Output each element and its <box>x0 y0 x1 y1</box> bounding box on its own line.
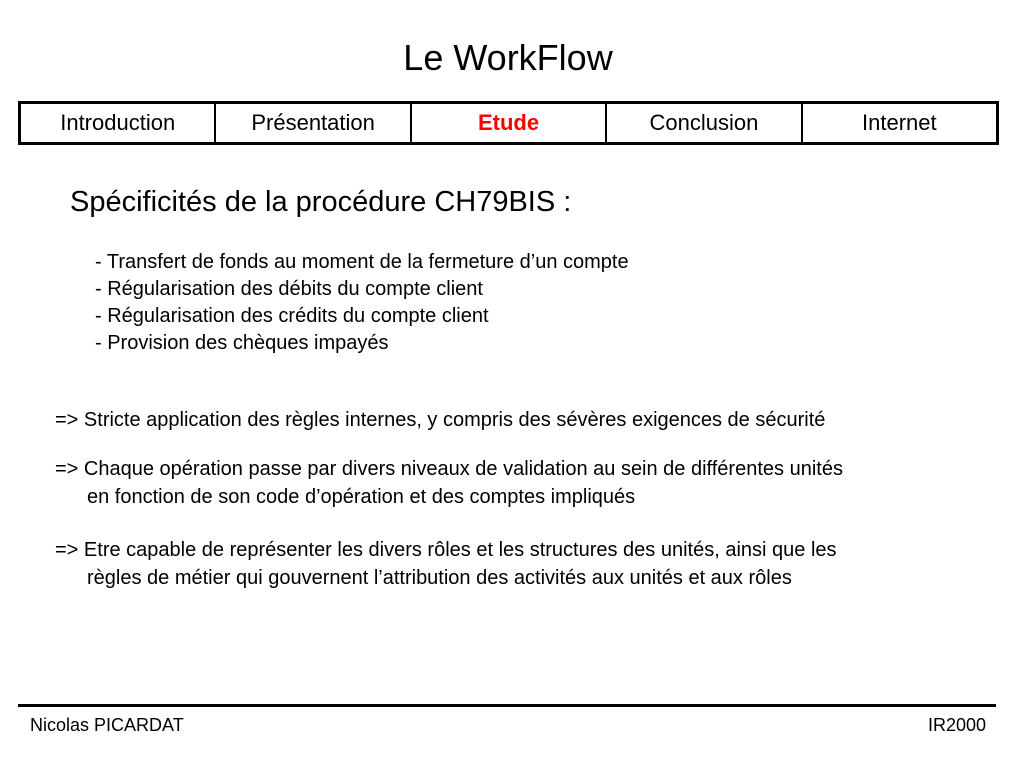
footer-author: Nicolas PICARDAT <box>30 715 184 735</box>
conclusion-point <box>55 455 843 511</box>
conclusion-point <box>55 406 825 434</box>
footer-divider <box>18 704 996 707</box>
point-text-continuation: règles de métier qui gouvernent l’attribution des activités aux unités et aux rôles <box>87 567 792 589</box>
point-text-continuation: en fonction de son code d’opération et des comptes impliqués <box>87 486 636 508</box>
nav-bar <box>18 101 999 145</box>
point-text: => Etre capable de représenter les divers rôles et les structures des unités, ainsi que les <box>55 539 837 561</box>
list-item: - Régularisation des débits du compte client <box>95 278 483 300</box>
tab-conclusion[interactable]: Conclusion <box>607 104 802 142</box>
point-text: => Chaque opération passe par divers niveaux de validation au sein de différentes unités <box>55 458 843 480</box>
section-subtitle: Spécificités de la procédure CH79BIS : <box>70 186 572 218</box>
list-item: - Provision des chèques impayés <box>95 332 389 354</box>
footer-code: IR2000 <box>927 715 986 735</box>
tab-internet[interactable]: Internet <box>862 110 937 135</box>
slide-title: Le WorkFlow <box>403 37 613 78</box>
conclusion-point <box>55 536 837 592</box>
list-item: - Régularisation des crédits du compte client <box>95 305 489 327</box>
list-item: - Transfert de fonds au moment de la fermeture d’un compte <box>95 251 629 273</box>
tab-presentation[interactable]: Présentation <box>216 104 411 142</box>
point-text: => Stricte application des règles internes, y compris des sévères exigences de sécurité <box>55 409 826 431</box>
tab-etude[interactable]: Etude <box>412 104 607 142</box>
bullet-list <box>95 249 629 357</box>
tab-introduction[interactable]: Introduction <box>21 104 216 142</box>
